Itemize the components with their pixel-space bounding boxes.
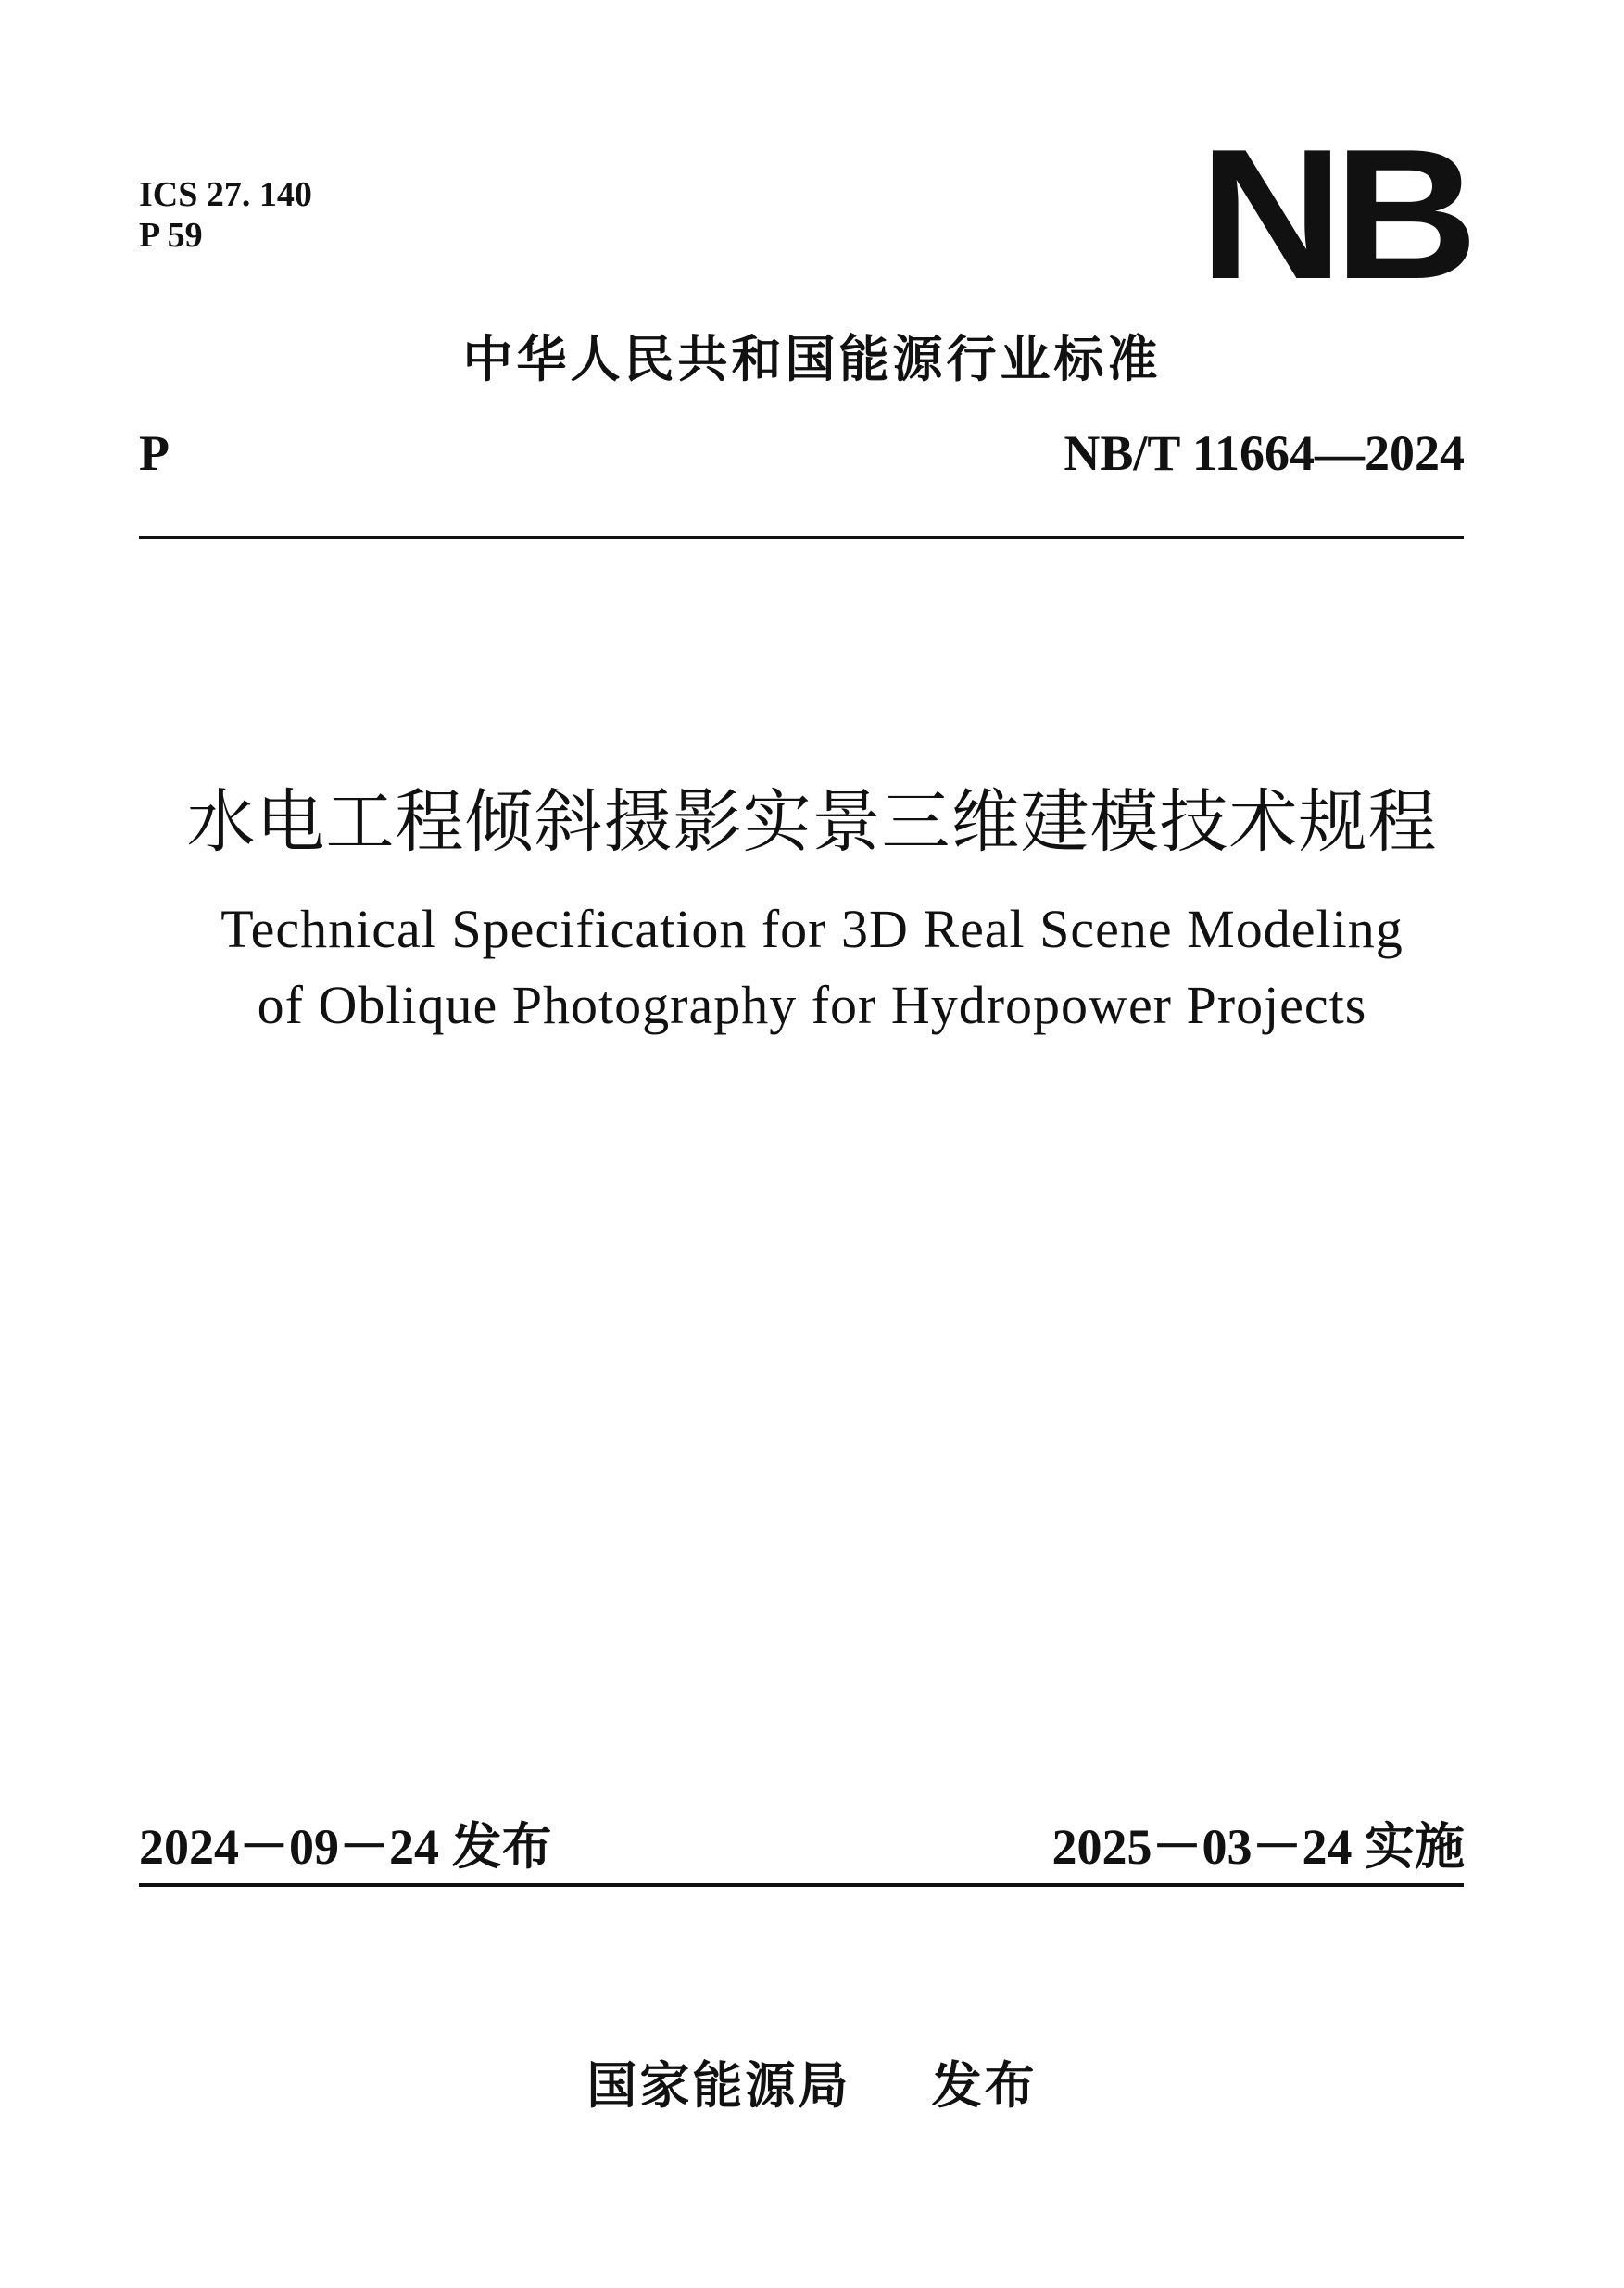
ccs-code: P 59 <box>139 216 203 255</box>
classification-code: P <box>139 425 170 481</box>
title-english <box>0 891 1624 1043</box>
footer-divider <box>139 1883 1464 1887</box>
issue-date: 2024－09－24 发布 <box>139 1819 552 1875</box>
implementation-date: 2025－03－24 实施 <box>1051 1819 1465 1875</box>
ics-ccs-block <box>139 174 312 256</box>
title-chinese: 水电工程倾斜摄影实景三维建模技术规程 <box>186 782 1438 862</box>
ics-code: ICS 27. 140 <box>139 175 312 214</box>
nb-logo: NB <box>1199 111 1468 318</box>
header-divider <box>139 536 1464 539</box>
title-english-line-1: Technical Specification for 3D Real Scene Modeling <box>220 899 1404 959</box>
title-english-line-2: of Oblique Photography for Hydropower Projects <box>257 975 1367 1035</box>
publisher-line: 国家能源局 发布 <box>586 2056 1038 2115</box>
standard-type-heading: 中华人民共和国能源行业标准 <box>462 330 1162 388</box>
standard-number: NB/T 11664—2024 <box>1064 425 1465 481</box>
